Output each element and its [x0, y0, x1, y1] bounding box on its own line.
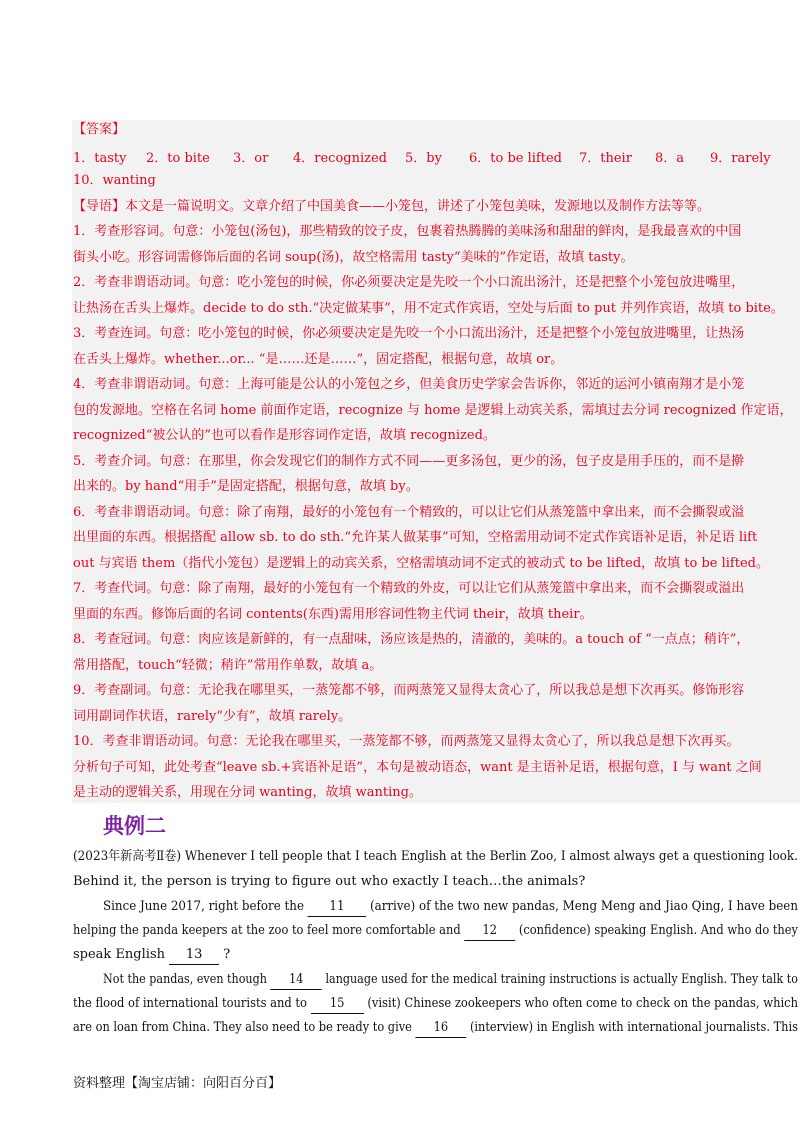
- passage-line: [73, 1019, 798, 1038]
- explanation-line: 7．考查代词。句意：除了南翔，最好的小笼包有一个精致的外皮，可以让它们从蒸笼篮中拿出来，而不会撕裂或溢出: [73, 581, 745, 596]
- explanation-line: 里面的东西。修饰后面的名词 contents(东西)需用形容词性物主代词 their，故填 their。: [73, 607, 593, 622]
- answer-2: 2．to bite: [146, 151, 210, 166]
- passage-line: [103, 971, 798, 990]
- blank-11[interactable]: 11: [308, 898, 366, 917]
- answer-10: 10．wanting: [73, 173, 156, 188]
- passage-text: helping the panda keepers at the zoo to feel more comfortable and: [73, 923, 461, 938]
- passage-text: language used for the medical training instructions is actually English. They talk to: [325, 972, 798, 987]
- explanation-line: 让热汤在舌头上爆炸。decide to do sth.“决定做某事”，用不定式作宾语，空处与后面 to put 并列作宾语，故填 to bite。: [73, 301, 784, 316]
- passage-text: are on loan from China. They also need to be ready to give: [73, 1020, 412, 1035]
- blank-13[interactable]: 13: [169, 946, 219, 965]
- explanation-line: 词用副词作状语，rarely“少有”，故填 rarely。: [73, 709, 352, 724]
- explanation-line: 【导语】本文是一篇说明文。文章介绍了中国美食——小笼包，讲述了小笼包美味，发源地以及制作方法等等。: [73, 199, 711, 214]
- passage-text: Not the pandas, even though: [103, 972, 267, 987]
- answer-5: 5．by: [405, 151, 442, 166]
- answer-4: 4．recognized: [293, 151, 388, 166]
- passage-text: (interview) in English with international journalists. This: [469, 1020, 798, 1035]
- explanation-line: 分析句子可知，此处考查“leave sb.+宾语补足语”，本句是被动语态，want 是主语补足语，根据句意，I 与 want 之间: [73, 760, 762, 775]
- explanation-line: out 与宾语 them（指代小笼包）是逻辑上的动宾关系，空格需填动词不定式的被动式 to be lifted，故填 to be lifted。: [73, 556, 769, 571]
- explanation-line: 出来的。by hand“用手”是固定搭配，根据句意，故填 by。: [73, 479, 419, 494]
- explanation-line: 3．考查连词。句意：吃小笼包的时候，你必须要决定是先咬一个小口流出汤汁，还是把整个小笼包放进嘴里，让热汤: [73, 326, 745, 341]
- blank-14[interactable]: 14: [270, 971, 321, 990]
- answer-3: 3．or: [233, 151, 269, 166]
- blank-16[interactable]: 16: [416, 1019, 467, 1038]
- explanation-line: 5．考查介词。句意：在那里，你会发现它们的制作方式不同——更多汤包，更少的汤，包子皮是用手压的，而不是擀: [73, 454, 745, 469]
- explanation-line: 2．考查非谓语动词。句意：吃小笼包的时候，你必须要决定是先咬一个小口流出汤汁，还是把整个小笼包放进嘴里，: [73, 275, 745, 290]
- passage-line: [103, 898, 798, 917]
- answer-7: 7．their: [579, 151, 632, 166]
- explanation-line: 出里面的东西。根据搭配 allow sb. to do sth.“允许某人做某事”可知，空格需用动词不定式作宾语补足语，补足语 lift: [73, 530, 758, 545]
- explanation-line: 10．考查非谓语动词。句意：无论我在哪里买，一蒸笼都不够，而两蒸笼又显得太贪心了，所以我总是想下次再买。: [73, 734, 740, 749]
- passage-text: Since June 2017, right before the: [103, 899, 304, 914]
- explanation-line: 8．考查冠词。句意：肉应该是新鲜的，有一点甜味，汤应该是热的，清澈的，美味的。a touch of “一点点；稍许”，: [73, 632, 750, 647]
- passage-line: [73, 946, 230, 965]
- answer-1: 1．tasty: [73, 151, 127, 166]
- explanation-line: recognized“被公认的”也可以看作是形容词作定语，故填 recognized。: [73, 428, 496, 443]
- explanation-line: 常用搭配，touch“轻微；稍许”常用作单数，故填 a。: [73, 658, 383, 673]
- blank-12[interactable]: 12: [464, 922, 515, 941]
- answer-header: 【答案】: [73, 122, 126, 137]
- passage-text: speak English: [73, 947, 165, 962]
- passage-line: [73, 922, 798, 941]
- answer-9: 9．rarely: [710, 151, 771, 166]
- explanation-line: 在舌头上爆炸。whether...or... “是……还是……”，固定搭配，根据句意，故填 or。: [73, 352, 564, 367]
- explanation-line: 街头小吃。形容词需修饰后面的名词 soup(汤)，故空格需用 tasty“美味的”作定语，故填 tasty。: [73, 250, 634, 265]
- answer-6: 6．to be lifted: [469, 151, 562, 166]
- explanation-line: 1．考查形容词。句意：小笼包(汤包)，那些精致的饺子皮，包裹着热腾腾的美味汤和甜甜的鲜肉，是我最喜欢的中国: [73, 224, 742, 239]
- section-title: 典例二: [103, 814, 166, 838]
- passage-line: [73, 995, 798, 1014]
- passage-text: ?: [223, 947, 231, 962]
- blank-15[interactable]: 15: [311, 995, 364, 1014]
- passage-line: (2023年新高考Ⅱ卷) Whenever I tell people that I teach English at the Berlin Zoo, I almost always get a questioning look.: [73, 849, 798, 864]
- footer-source: 资料整理【淘宝店铺：向阳百分百】: [73, 1076, 282, 1091]
- passage-line: Behind it, the person is trying to figure out who exactly I teach…the animals?: [73, 874, 586, 889]
- passage-text: the flood of international tourists and to: [73, 996, 307, 1011]
- explanation-line: 9．考查副词。句意：无论我在哪里买，一蒸笼都不够，而两蒸笼又显得太贪心了，所以我总是想下次再买。修饰形容: [73, 683, 745, 698]
- answer-8: 8．a: [655, 151, 685, 166]
- explanation-line: 包的发源地。空格在名词 home 前面作定语，recognize 与 home 是逻辑上动宾关系，需填过去分词 recognized 作定语，: [73, 403, 793, 418]
- explanation-line: 4．考查非谓语动词。句意：上海可能是公认的小笼包之乡，但美食历史学家会告诉你，邻近的运河小镇南翔才是小笼: [73, 377, 745, 392]
- explanation-line: 6．考查非谓语动词。句意：除了南翔，最好的小笼包有一个精致的，可以让它们从蒸笼篮中拿出来，而不会撕裂或溢: [73, 505, 745, 520]
- passage-text: (arrive) of the two new pandas, Meng Meng and Jiao Qing, I have been: [369, 899, 798, 914]
- explanation-line: 是主动的逻辑关系，用现在分词 wanting，故填 wanting。: [73, 785, 422, 800]
- passage-text: (confidence) speaking English. And who do they: [518, 923, 799, 938]
- passage-text: (visit) Chinese zookeepers who often come to check on the pandas, which: [367, 996, 799, 1011]
